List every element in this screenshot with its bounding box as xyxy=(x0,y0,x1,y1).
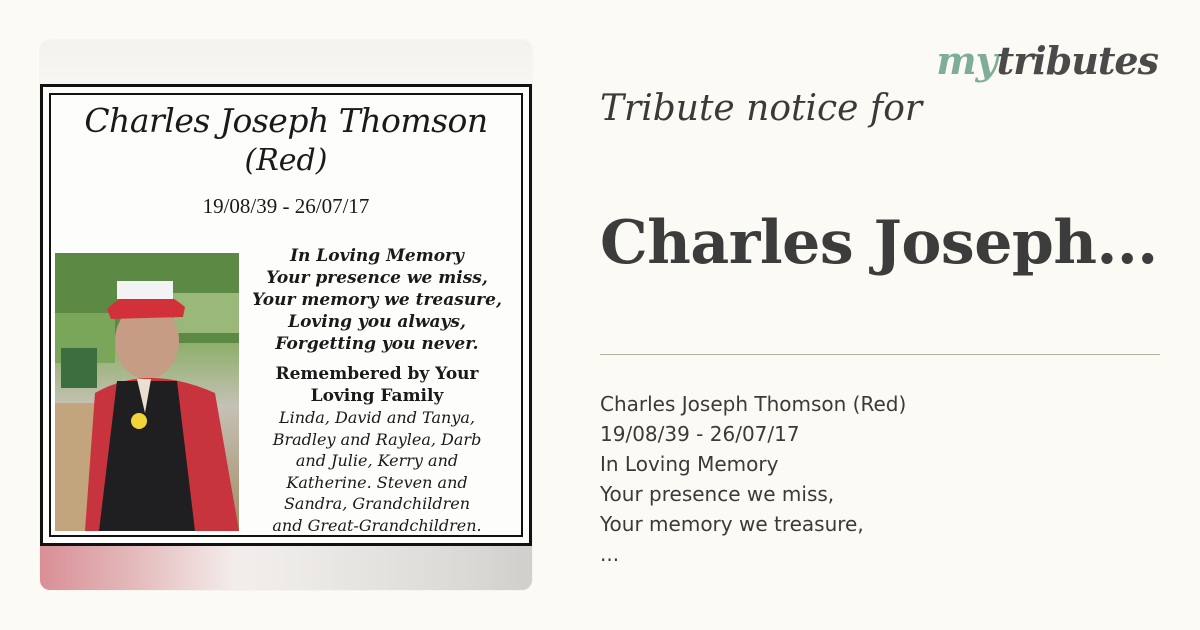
notice-excerpt xyxy=(600,389,1160,569)
portrait-photo xyxy=(55,253,239,531)
notice-name: Charles Joseph Thomson xyxy=(84,101,488,140)
family-line: Bradley and Raylea, Darb xyxy=(272,429,482,449)
excerpt-line: In Loving Memory xyxy=(600,452,779,476)
verse-line: Your presence we miss, xyxy=(266,268,488,288)
notice-dates: 19/08/39 - 26/07/17 xyxy=(202,194,370,218)
excerpt-line: Your memory we treasure, xyxy=(600,512,864,536)
verse-line: In Loving Memory xyxy=(290,246,464,266)
excerpt-line: Your presence we miss, xyxy=(600,482,835,506)
divider xyxy=(600,354,1160,355)
notice-nickname: (Red) xyxy=(244,143,328,178)
excerpt-line: 19/08/39 - 26/07/17 xyxy=(600,422,800,446)
family-heading xyxy=(241,363,513,407)
notice-frame xyxy=(49,93,523,537)
family-line: and Julie, Kerry and xyxy=(295,451,459,470)
mytributes-logo[interactable] xyxy=(936,38,1158,83)
family-line: and Great-Grandchildren. xyxy=(272,515,482,535)
family-heading-line: Remembered by Your xyxy=(275,364,479,384)
family-heading-line: Loving Family xyxy=(310,386,444,406)
family-line: Linda, David and Tanya, xyxy=(279,408,475,427)
family-line: Sandra, Grandchildren xyxy=(283,494,471,513)
card-bottom-strip xyxy=(40,546,532,590)
notice-verse xyxy=(241,245,513,355)
notice-image xyxy=(40,84,532,546)
logo-part-my: my xyxy=(936,38,997,83)
excerpt-line: Charles Joseph Thomson (Red) xyxy=(600,392,907,416)
verse-line: Forgetting you never. xyxy=(275,334,479,354)
tribute-notice-card xyxy=(40,40,532,590)
family-list xyxy=(241,407,513,536)
excerpt-ellipsis: ... xyxy=(600,542,620,566)
verse-line: Loving you always, xyxy=(288,312,466,332)
logo-part-tributes: tributes xyxy=(996,38,1158,83)
family-line: Katherine. Steven and xyxy=(286,472,468,492)
page-heading: Tribute notice for xyxy=(600,88,923,129)
deceased-name: Charles Joseph... xyxy=(600,208,1158,278)
verse-line: Your memory we treasure, xyxy=(252,290,502,310)
